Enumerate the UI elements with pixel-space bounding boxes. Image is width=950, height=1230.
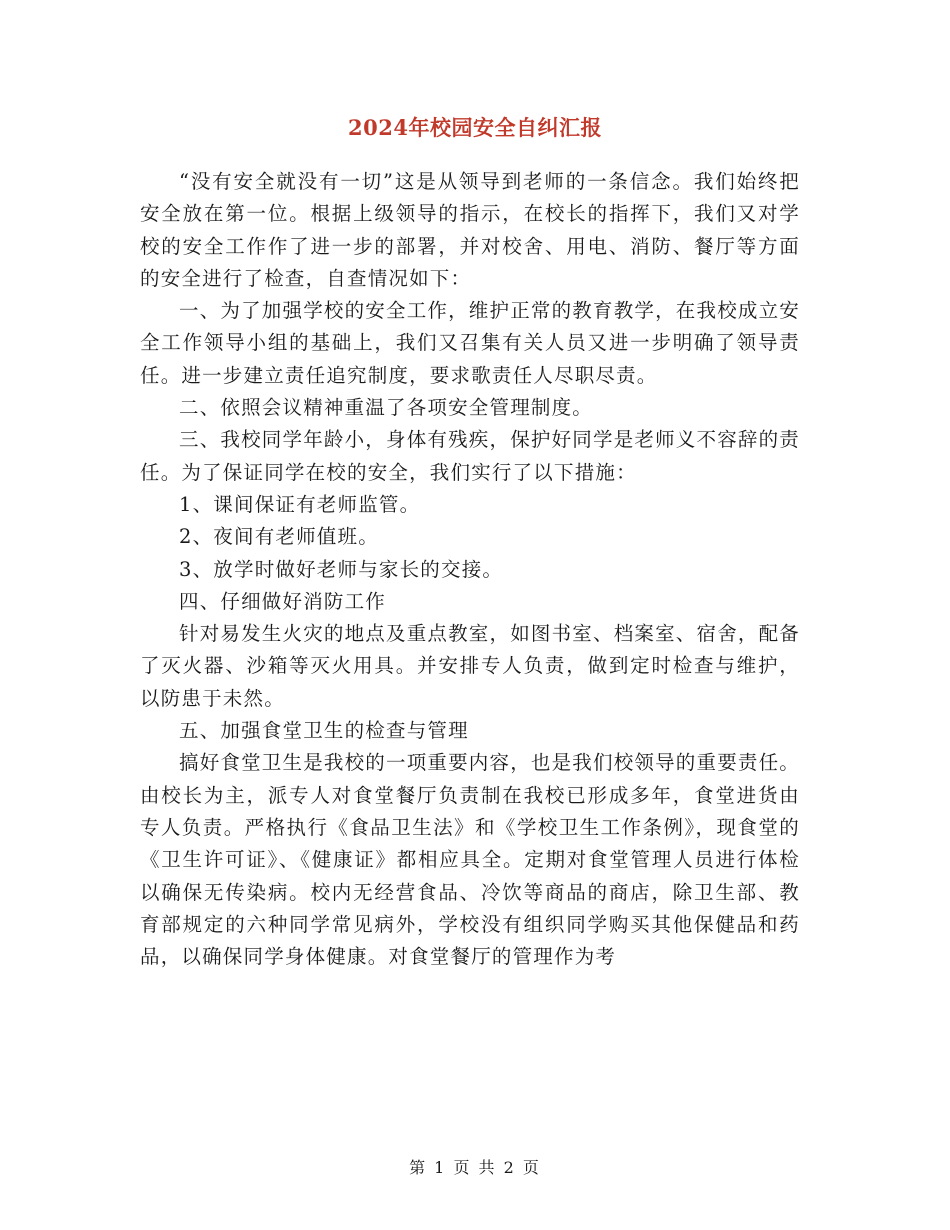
list-item-measure-3: 3、放学时做好老师与家长的交接。: [179, 557, 504, 581]
list-item-measure-1: 1、课间保证有老师监管。: [179, 492, 421, 516]
paragraph-section-2: 二、依照会议精神重温了各项安全管理制度。: [179, 396, 594, 420]
document-title: 2024年校园安全自纠汇报: [348, 115, 602, 140]
paragraph-section-1: 一、为了加强学校的安全工作，维护正常的教育教学，在我校成立安全工作领导小组的基础上，我们又召集有关人员又进一步明确了领导责任。进一步建立责任追究制度，要求歌责任人尽职尽责。: [140, 299, 801, 387]
list-item-measure-2: 2、夜间有老师值班。: [179, 525, 379, 549]
section-heading-fire-safety: 四、仔细做好消防工作: [179, 589, 387, 613]
paragraph-section-3: 三、我校同学年龄小，身体有残疾，保护好同学是老师义不容辞的责任。为了保证同学在校的安全，我们实行了以下措施：: [140, 428, 801, 484]
paragraph-canteen: 搞好食堂卫生是我校的一项重要内容，也是我们校领导的重要责任。由校长为主，派专人对食堂餐厅负责制在我校已形成多年，食堂进货由专人负责。严格执行《食品卫生法》和《学校卫生工作条例》，现食堂的《卫生许可证》、《健康证》都相应具全。定期对食堂管理人员进行体检以确保无传染病。校内无经营食品、冷饮等商品的商店，除卫生部、教育部规定的六种同学常见病外，学校没有组织同学购买其他保健品和药品，以确保同学身体健康。对食堂餐厅的管理作为考: [140, 751, 801, 969]
paragraph-intro: “没有安全就没有一切”这是从领导到老师的一条信念。我们始终把安全放在第一位。根据上级领导的指示，在校长的指挥下，我们又对学校的安全工作作了进一步的部署，并对校舍、用电、消防、餐厅等方面的安全进行了检查，自查情况如下：: [140, 170, 800, 290]
page-footer: 第 1 页 共 2 页: [409, 1158, 541, 1177]
document-body: [140, 166, 800, 973]
section-heading-canteen: 五、加强食堂卫生的检查与管理: [179, 719, 469, 743]
paragraph-fire-safety: 针对易发生火灾的地点及重点教室，如图书室、档案室、宿舍，配备了灭火器、沙箱等灭火用具。并安排专人负责，做到定时检查与维护，以防患于未然。: [140, 622, 801, 710]
